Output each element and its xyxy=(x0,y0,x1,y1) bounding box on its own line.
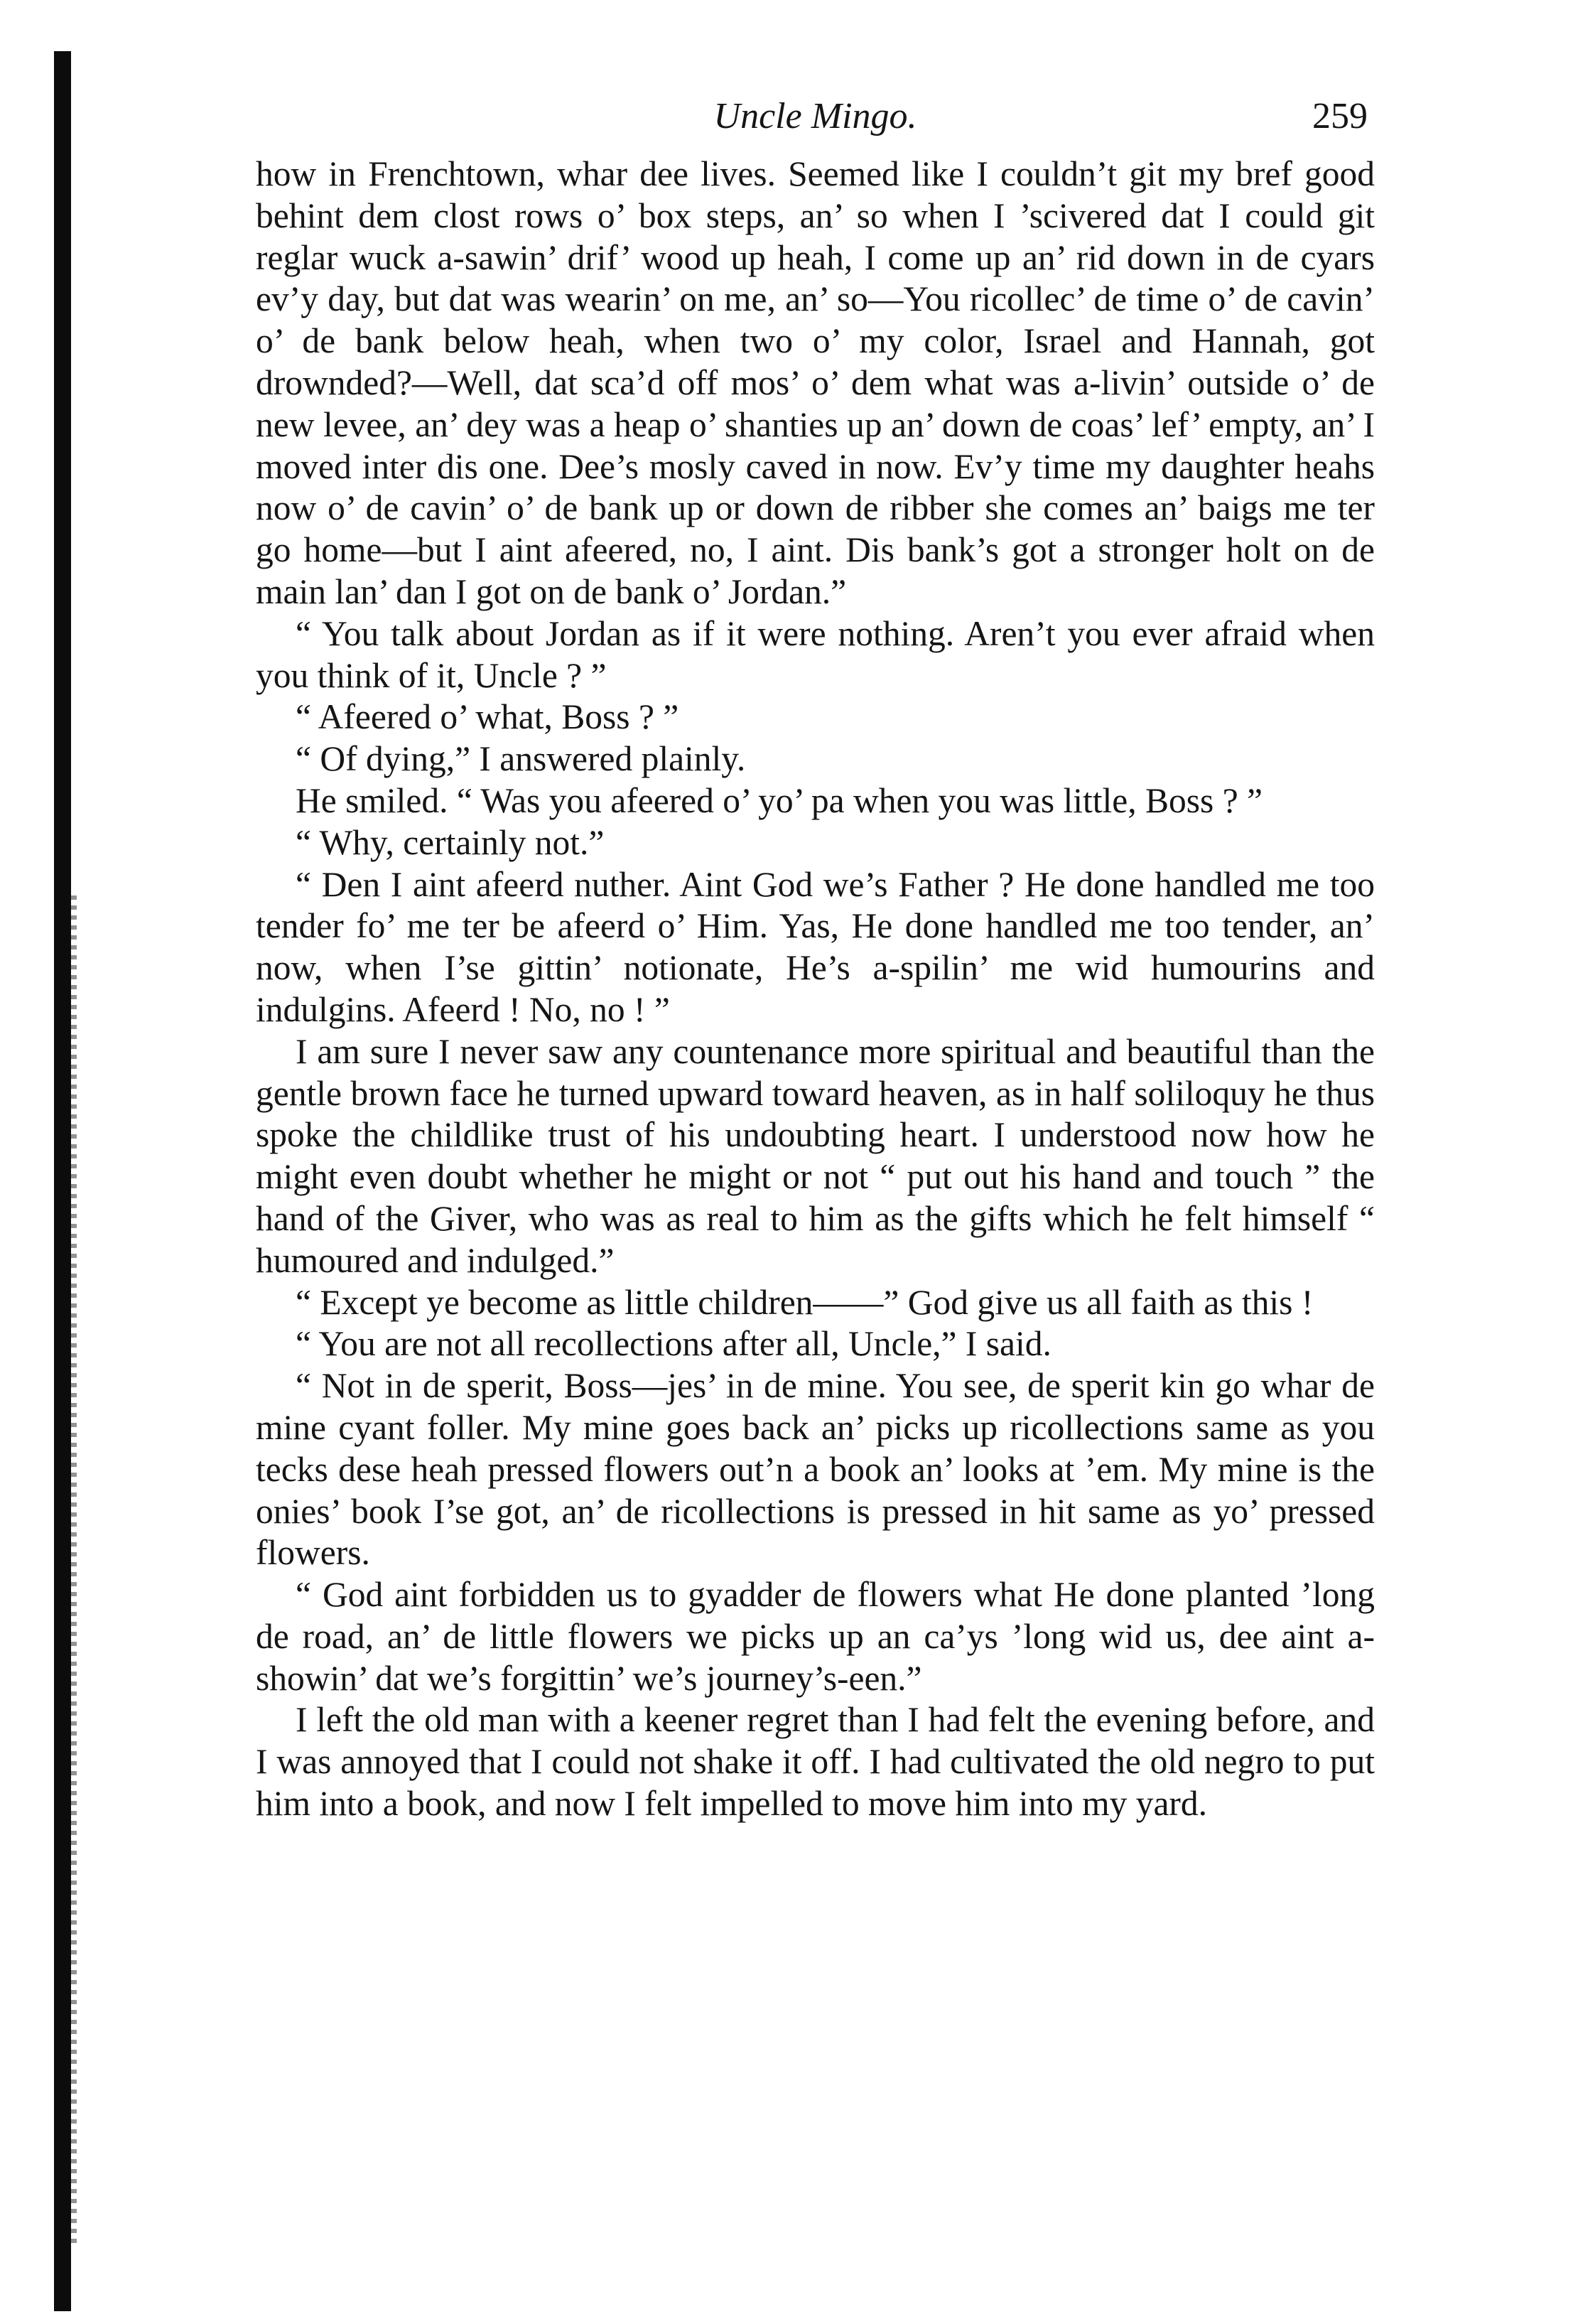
paragraph: “ Why, certainly not.” xyxy=(296,822,605,862)
paragraph: how in Frenchtown, whar dee lives. Seemed like I couldn’t git my bref good behint dem clost rows o’ box steps, an’ so when I ’scivered dat I could git reglar wuck a-sawin’ drif’ wood up heah, I come up an’ rid down in de cyars ev’y day, but dat was wearin’ on me, an’ so—You ricollec’ de time o’ de cavin’ o’ de bank below heah, when two o’ my color, Israel and Hannah, got drownded?—Well, dat sca’d off mos’ o’ dem what was a-livin’ outside o’ de new levee, an’ dey was a heap o’ shanties up an’ down de coas’ lef’ empty, an’ I moved inter dis one. Dee’s mosly caved in now. Ev’y time my daughter heahs now o’ de cavin’ o’ de bank up or down de ribber she comes an’ baigs me ter go home—but I aint afeered, no, I aint. Dis bank’s got a stronger holt on de main lan’ dan I got on de bank o’ Jordan.” xyxy=(256,154,1375,611)
page-edge-marks xyxy=(71,895,77,2246)
paragraph: “ You are not all recollections after all, Uncle,” I said. xyxy=(296,1324,1052,1364)
book-page xyxy=(256,85,1375,1825)
page-header xyxy=(256,85,1375,154)
paragraph: “ Except ye become as little children——” God give us all faith as this ! xyxy=(296,1282,1314,1322)
paragraph: “ Of dying,” I answered plainly. xyxy=(296,739,746,779)
paragraph: “ Afeered o’ what, Boss ? ” xyxy=(296,697,679,737)
body-text xyxy=(256,154,1375,1825)
paragraph: “ Not in de sperit, Boss—jes’ in de mine. You see, de sperit kin go whar de mine cyant foller. My mine goes back an’ picks up ricollections same as you tecks dese heah pressed flowers out’n a book an’ looks at ’em. My mine is the onies’ book I’se got, an’ de ricollections is pressed in hit same as yo’ pressed flowers. xyxy=(256,1366,1375,1573)
paragraph: He smiled. “ Was you afeered o’ yo’ pa when you was little, Boss ? ” xyxy=(296,780,1263,820)
paragraph: I am sure I never saw any countenance more spiritual and beautiful than the gentle brown face he turned upward toward heaven, as in half soliloquy he thus spoke the childlike trust of his undoubting heart. I understood now how he might even doubt whether he might or not “ put out his hand and touch ” the hand of the Giver, who was as real to him as the gifts which he felt himself “ humoured and indulged.” xyxy=(256,1031,1375,1280)
paragraph: I left the old man with a keener regret than I had felt the evening before, and I was annoyed that I could not shake it off. I had cultivated the old negro to put him into a book, and now I felt impelled to move him into my yard. xyxy=(256,1700,1375,1824)
paragraph: “ Den I aint afeerd nuther. Aint God we’s Father ? He done handled me too tender fo’ me ter be afeerd o’ Him. Yas, He done handled me too tender, an’ now, when I’se gittin’ notionate, He’s a-spilin’ me wid humourins and indulgins. Afeerd ! No, no ! ” xyxy=(256,864,1375,1029)
running-title: Uncle Mingo. xyxy=(713,96,917,136)
book-spine-shadow xyxy=(54,51,71,2311)
page-number: 259 xyxy=(1312,96,1368,136)
paragraph: “ God aint forbidden us to gyadder de flowers what He done planted ’long de road, an’ de little flowers we picks up an ca’ys ’long wid us, dee aint a-showin’ dat we’s forgittin’ we’s journey’s-een.” xyxy=(256,1575,1375,1698)
paragraph: “ You talk about Jordan as if it were nothing. Aren’t you ever afraid when you think of it, Uncle ? ” xyxy=(256,613,1375,695)
